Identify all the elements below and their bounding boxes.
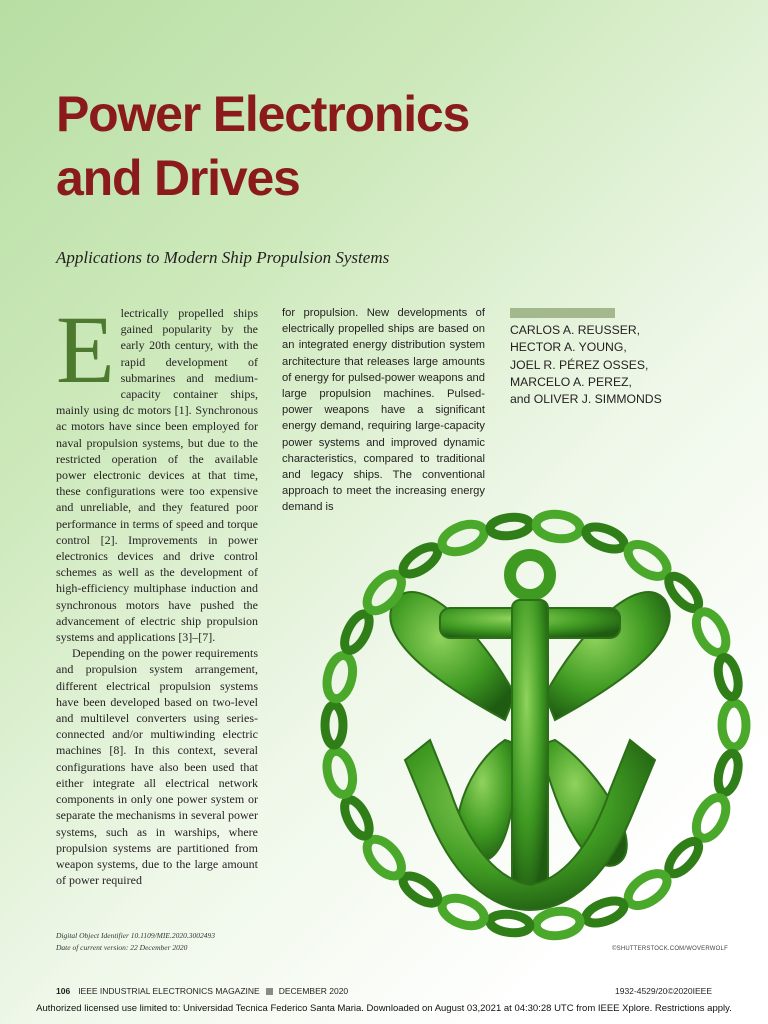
chain-link (361, 833, 408, 882)
title-line-2: and Drives (56, 150, 300, 206)
author-3: JOEL R. PÉREZ OSSES, (510, 357, 649, 372)
chain-link (535, 909, 582, 938)
doi-info (56, 930, 215, 954)
chain-link (583, 896, 627, 927)
chain-link (664, 571, 704, 613)
copyright: 1932-4529/20©2020IEEE (614, 986, 712, 996)
chain-link (399, 542, 442, 580)
title-line-1: Power Electronics (56, 86, 470, 142)
issue-date: DECEMBER 2020 (278, 986, 349, 996)
chain-link (325, 705, 343, 745)
chain-link (323, 749, 357, 797)
chain-link (323, 653, 357, 701)
body-column-2 (282, 305, 485, 516)
chain-link (399, 871, 442, 909)
chain-link (438, 893, 488, 931)
author-2: HECTOR A. YOUNG, (510, 340, 627, 355)
chain-link (623, 867, 673, 912)
chain-link (489, 912, 531, 935)
chain-link (722, 703, 746, 747)
author-1: CARLOS A. REUSSER, (510, 323, 641, 337)
chain-link (715, 656, 742, 699)
paragraph-1-text: lectrically propelled ships gained popularity by the early 20th century, with the rapid development of submarines and medium-capacity container ships, mainly using dc motors [1]. Synchronous ac motors have since been employed for naval propulsion systems, but due to the restricted operation of the available power electronic devices at that time, these configurations were too expensive and unreliable, and they featured poor performance in terms of speed and torque control [2]. Improvements in power electronics devices and drive control schemes as well as the development of high-efficiency multiphase induction and synchronous motors have pushed the advancement of electric ship propulsion systems and applications [3]–[7]. (56, 306, 258, 645)
chain-link (623, 538, 673, 583)
chain-link (340, 610, 375, 654)
author-4: MARCELO A. PEREZ, (510, 374, 632, 389)
page-number: 106 (56, 986, 71, 996)
chain-link (664, 837, 704, 879)
doi-line: Digital Object Identifier 10.1109/MIE.2020.3002493 (56, 931, 216, 940)
chain-link (535, 512, 582, 541)
chain-link (489, 515, 531, 538)
image-credit: ©SHUTTERSTOCK.COM/WOVERWOLF (612, 946, 728, 952)
license-notice: Authorized licensed use limited to: Universidad Tecnica Federico Santa Maria. Downloaded on August 03,2021 at 04:30:28 UTC from IEEE Xplore. Restrictions apply. (36, 1003, 732, 1014)
date-line: Date of current version: 22 December 2020 (56, 943, 188, 952)
body-column-1 (56, 296, 258, 888)
footer-square-icon (266, 988, 273, 995)
author-list (510, 322, 662, 408)
chain-link (438, 519, 488, 557)
article-title (56, 82, 469, 210)
paragraph-1 (56, 296, 258, 645)
chain-link (340, 796, 375, 840)
author-5: and OLIVER J. SIMMONDS (510, 392, 662, 407)
page-footer (56, 986, 712, 996)
chain-link (715, 751, 742, 794)
paragraph-2: Depending on the power requirements and propulsion system arrangement, different electrical propulsion systems have been developed based on two-level and multilevel converters using series-connected and/or multiwinding electric machines [8]. In this context, several configurations have also been used that either integrate all electrical network components in only one power system or separate the mechanisms in several power systems, such as in warships, where propulsion systems are partitioned from weapon systems, due to the large amount of power required (56, 646, 258, 888)
author-accent-bar (510, 308, 615, 318)
chain-link (690, 793, 732, 843)
anchor-chain-illustration (300, 490, 768, 950)
drop-cap: E (56, 296, 115, 403)
chain-link (690, 607, 732, 657)
article-subtitle: Applications to Modern Ship Propulsion Systems (56, 248, 390, 267)
chain-link (583, 522, 627, 553)
paragraph-3: for propulsion. New developments of electrically propelled ships are based on an integrated energy distribution system architecture that releases large amounts of energy for pulsed-power weapons and large propulsion machines. Pulsed-power weapons have a significant energy demand, requiring large-capacity power systems and improved dynamic characteristics, compared to traditional and legacy ships. The conventional approach to meet the increasing energy demand is (282, 307, 485, 514)
magazine-name: IEEE INDUSTRIAL ELECTRONICS MAGAZINE (78, 986, 260, 996)
